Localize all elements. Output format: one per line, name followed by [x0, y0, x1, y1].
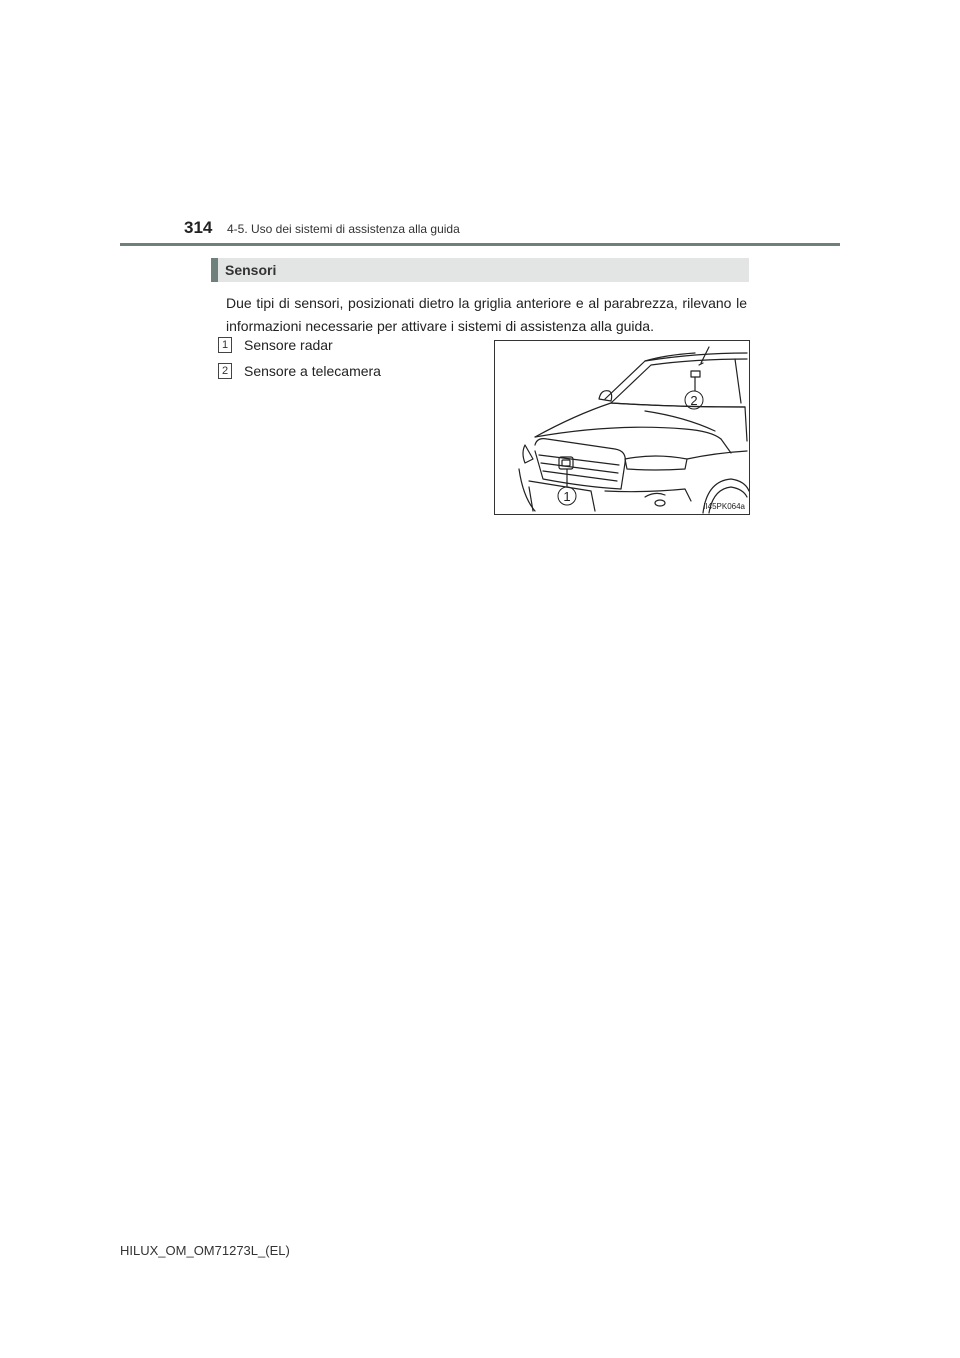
callout-label-2: 2 [690, 393, 698, 408]
figure-code: II45PK064a [703, 502, 745, 511]
list-item [218, 363, 381, 379]
truck-front-drawing [495, 341, 749, 514]
vehicle-sensor-illustration [494, 340, 750, 515]
section-title: Sensori [225, 262, 277, 278]
footer-document-id: HILUX_OM_OM71273L_(EL) [120, 1243, 290, 1258]
item-label: Sensore a telecamera [244, 363, 381, 379]
callout-label-1: 1 [563, 489, 571, 504]
page-number: 314 [184, 218, 213, 237]
section-accent-marker [211, 258, 218, 282]
header-divider [120, 243, 840, 246]
section-breadcrumb: 4-5. Uso dei sistemi di assistenza alla guida [227, 222, 460, 236]
list-item [218, 337, 333, 353]
callout-number-box: 1 [218, 337, 232, 353]
section-heading-bar [211, 258, 749, 282]
body-paragraph: Due tipi di sensori, posizionati dietro la griglia anteriore e al parabrezza, rilevano le informazioni necessarie per attivare i sistemi di assistenza alla guida. [226, 295, 747, 334]
item-label: Sensore radar [244, 337, 333, 353]
callout-number-box: 2 [218, 363, 232, 379]
